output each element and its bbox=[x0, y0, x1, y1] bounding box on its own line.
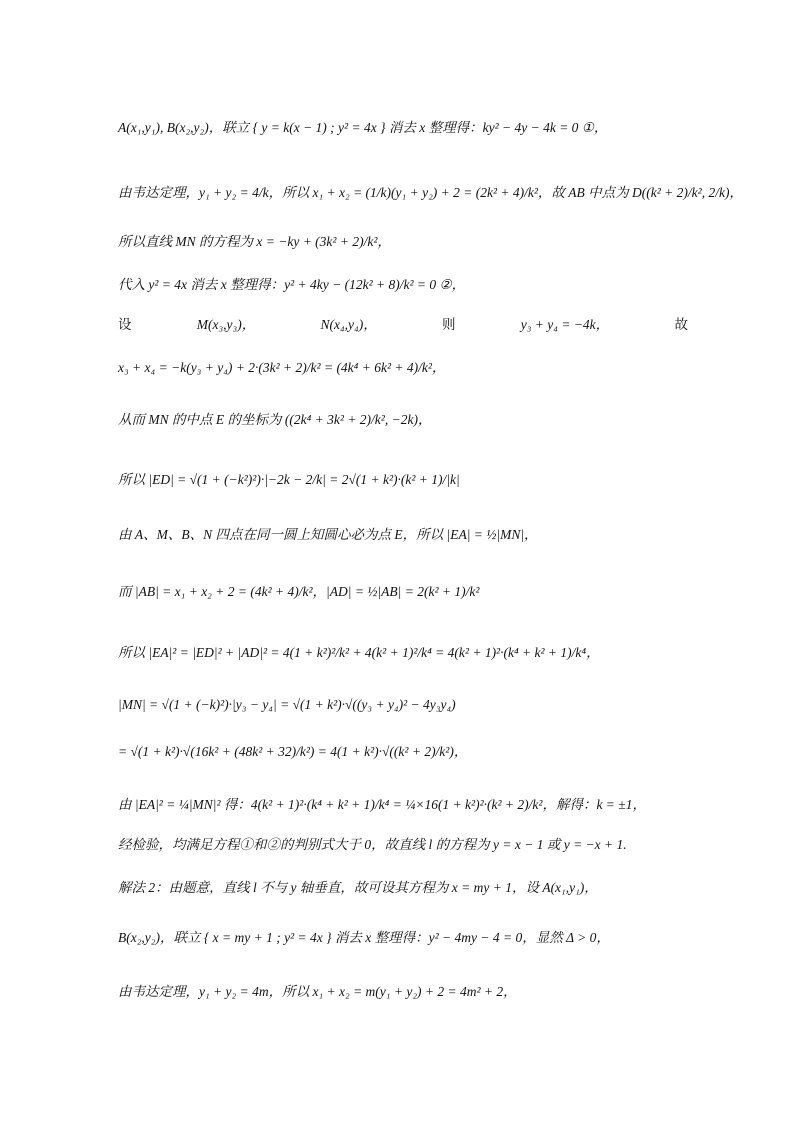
text-line-3 bbox=[118, 232, 688, 252]
text-line-1 bbox=[118, 118, 688, 138]
math-text: = √(1 + k²)·√(16k² + (48k² + 32)/k²) = 4(1 + k²)·√((k² + 2)/k²)， bbox=[118, 744, 468, 759]
text-line-12 bbox=[118, 695, 688, 715]
math-text: x₃ + x₄ = −k(y₃ + y₄) + 2·(3k² + 2)/k² = (4k⁴ + 6k² + 4)/k²， bbox=[118, 360, 446, 375]
text-line-5 bbox=[118, 315, 688, 335]
text-line-8 bbox=[118, 470, 688, 490]
text-line-14 bbox=[118, 795, 688, 815]
math-text: 经检验，均满足方程①和②的判别式大于 0，故直线 l 的方程为 y = x − 1 或 y = −x + 1. bbox=[118, 837, 627, 852]
text-line-6 bbox=[118, 358, 688, 378]
text-line-2 bbox=[118, 183, 743, 203]
math-text: |MN| = √(1 + (−k)²)·|y₃ − y₄| = √(1 + k²)·√((y₃ + y₄)² − 4y₃y₄) bbox=[118, 697, 456, 712]
text-line-9 bbox=[118, 525, 688, 545]
math-text: 由 |EA|² = ¼|MN|² 得：4(k² + 1)²·(k⁴ + k² + 1)/k⁴ = ¼×16(1 + k²)²·(k² + 2)/k²，解得：k = ±1， bbox=[118, 797, 646, 812]
text-gu: 故 bbox=[674, 317, 688, 333]
math-text: 所以 |EA|² = |ED|² + |AD|² = 4(1 + k²)²/k² + 4(k² + 1)²/k⁴ = 4(k² + 1)²·(k⁴ + k² + 1)/k⁴， bbox=[118, 645, 600, 660]
math-text: A(x₁,y₁), B(x₂,y₂)，联立 { y = k(x − 1) ; y² = 4x } 消去 x 整理得：ky² − 4y − 4k = 0 ①， bbox=[118, 120, 608, 135]
math-text: 所以直线 MN 的方程为 x = −ky + (3k² + 2)/k²， bbox=[118, 234, 391, 249]
text-line-7 bbox=[118, 410, 688, 430]
math-text: 所以 |ED| = √(1 + (−k²)²)·|−2k − 2/k| = 2√(1 + k²)·(k² + 1)/|k| bbox=[118, 472, 460, 487]
math-text: 由韦达定理，y₁ + y₂ = 4m，所以 x₁ + x₂ = m(y₁ + y₂) + 2 = 4m² + 2， bbox=[118, 984, 517, 999]
text-line-10 bbox=[118, 582, 688, 602]
math-text: 解法 2：由题意，直线 l 不与 y 轴垂直，故可设其方程为 x = my + 1，设 A(x₁,y₁)， bbox=[118, 880, 598, 895]
text-line-16 bbox=[118, 878, 688, 898]
math-text: 由 A、M、B、N 四点在同一圆上知圆心必为点 E，所以 |EA| = ½|MN|， bbox=[118, 527, 538, 542]
text-line-15 bbox=[118, 835, 688, 855]
text-line-4 bbox=[118, 275, 688, 295]
text-line-18 bbox=[118, 982, 688, 1002]
math-point-n: N(x₄,y₄)， bbox=[320, 317, 377, 332]
math-point-m: M(x₃,y₃)， bbox=[196, 317, 256, 332]
math-text: B(x₂,y₂)，联立 { x = my + 1 ; y² = 4x } 消去 x 整理得：y² − 4my − 4 = 0，显然 Δ > 0， bbox=[118, 930, 610, 945]
text-line-17 bbox=[118, 928, 688, 948]
text-ze: 则 bbox=[441, 317, 456, 333]
text-line-13 bbox=[118, 742, 688, 762]
math-sum-y: y₃ + y₄ = −4k， bbox=[520, 317, 610, 332]
math-text: 而 |AB| = x₁ + x₂ + 2 = (4k² + 4)/k²，|AD| = ½|AB| = 2(k² + 1)/k² bbox=[118, 584, 480, 599]
text-she: 设 bbox=[118, 317, 132, 333]
math-text: 由韦达定理，y₁ + y₂ = 4/k，所以 x₁ + x₂ = (1/k)(y₁ + y₂) + 2 = (2k² + 4)/k²，故 AB 中点为 D((k² + 2)/k², 2/k)， bbox=[118, 185, 743, 200]
math-text: 从而 MN 的中点 E 的坐标为 ((2k⁴ + 3k² + 2)/k², −2k)， bbox=[118, 412, 432, 427]
math-text: 代入 y² = 4x 消去 x 整理得：y² + 4ky − (12k² + 8)/k² = 0 ②， bbox=[118, 277, 466, 292]
text-line-11 bbox=[118, 643, 688, 663]
